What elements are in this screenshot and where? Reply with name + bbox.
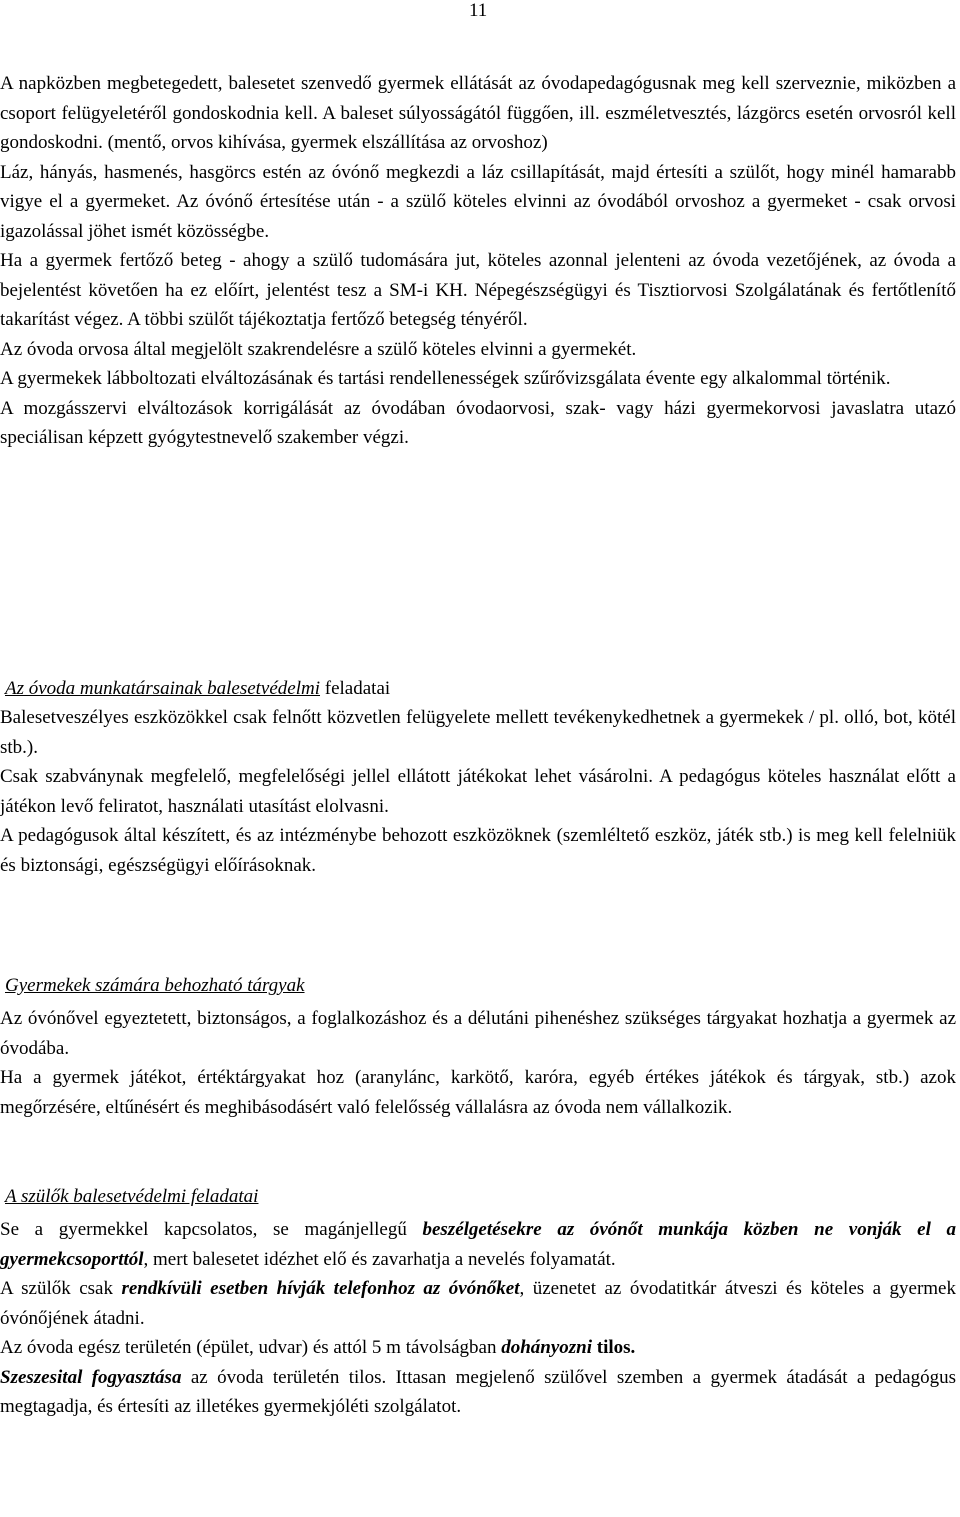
heading-rest: feladatai — [320, 678, 391, 699]
bold-span: tilos. — [596, 1337, 636, 1358]
allowed-items-list — [0, 1004, 956, 1122]
list-item — [0, 1215, 956, 1274]
list-item — [0, 1274, 956, 1333]
list-item — [0, 1363, 956, 1422]
list-item: Az óvónővel egyeztetett, biztonságos, a foglalkozáshoz és a délutáni pihenéshez szükséges tárgyakat hozhatja a gyermek az óvodába. — [0, 1004, 956, 1063]
parent-safety-list — [0, 1215, 956, 1422]
heading-underlined-part: Az óvoda munkatársainak balesetvédelmi — [5, 678, 321, 699]
health-care-list — [0, 69, 956, 453]
list-item-text: A napközben megbetegedett, balesetet szenvedő gyermek ellátását az óvodapedagógusnak meg kell szerveznie, miközben a csoport felügyeletéről gondoskodnia kell. A baleset súlyosságától függően, ill. eszméletvesztés, lázgörcs esetén orvosról kell gondoskodni. (mentő, orvos kihívása, gyermek elszállítása az orvoshoz) — [0, 73, 956, 153]
list-item: Ha a gyermek játékot, értéktárgyakat hoz (aranylánc, karkötő, karóra, egyéb értékes játékok és tárgyak, stb.) azok megőrzésére, eltűnésért és meghibásodásért való felelősség vállalásra az óvoda nem vállalkozik. — [0, 1063, 956, 1122]
emphasis-span: beszélgetésekre az óvónőt munkája közben ne vonják el a gyermekcsoporttól — [0, 1219, 957, 1270]
text-span: , üzenetet az óvodatitkár átveszi és köteles a gyermek óvónőjének átadni. — [0, 1278, 956, 1329]
emphasis-span: dohányozni — [501, 1337, 593, 1358]
page-number: 11 — [469, 0, 488, 21]
parent-safety-heading: A szülők balesetvédelmi feladatai — [5, 1186, 259, 1207]
list-item: Balesetveszélyes eszközökkel csak felnőtt közvetlen felügyelete mellett tevékenykedhetnek a gyermekek / pl. olló, bot, kötél stb.). — [0, 703, 956, 762]
text-span: , mert balesetet idézhet elő és zavarhatja a nevelés folyamatát. — [143, 1248, 616, 1270]
text-span: Se a gyermekkel kapcsolatos, se magánjellegű — [0, 1219, 423, 1240]
text-span: Az óvoda egész területén (épület, udvar) és attól 5 m távolságban — [0, 1337, 502, 1358]
emphasis-span: rendkívüli esetben hívják telefonhoz az óvónőket — [121, 1278, 520, 1299]
text-span: A szülők csak — [0, 1278, 122, 1299]
allowed-items-heading: Gyermekek számára behozható tárgyak — [5, 975, 305, 996]
list-item: A mozgásszervi elváltozások korrigálását az óvodában óvodaorvosi, szak- vagy házi gyermekorvosi javaslatra utazó speciálisan képzett gyógytestnevelő szakember végzi. — [0, 394, 956, 453]
staff-safety-heading — [5, 674, 390, 704]
list-item: Az óvoda orvosa által megjelölt szakrendelésre a szülő köteles elvinni a gyermekét. — [0, 335, 956, 365]
list-item-text: Láz, hányás, hasmenés, hasgörcs estén az óvónő megkezdi a láz csillapítását, majd értesíti a szülőt, hogy minél hamarabb vigye el a gyermeket. Az óvónő értesítése után - a szülő köteles elvinni az óvodából orvoshoz a gyermeket - csak orvosi igazolással jöhet ismét közösségbe. — [0, 161, 956, 242]
text-span: az óvoda területén tilos. Ittasan megjelenő szülővel szemben a gyermek átadását a pedagógus megtagadja, és értesíti az illetékes gyermekjóléti szolgálatot. — [0, 1366, 956, 1417]
list-item: A gyermekek lábboltozati elváltozásának és tartási rendellenességek szűrővizsgálata évente egy alkalommal történik. — [0, 364, 956, 394]
emphasis-span: Szeszesital fogyasztása — [0, 1366, 182, 1388]
staff-safety-list — [0, 703, 956, 880]
list-item — [0, 69, 956, 246]
list-item: Csak szabványnak megfelelő, megfelelőségi jellel ellátott játékokat lehet vásárolni. A pedagógus köteles használat előtt a játékon levő feliratot, használati utasítást elolvasni. — [0, 762, 956, 821]
list-item — [0, 1333, 956, 1363]
list-item: A pedagógusok által készített, és az intézménybe behozott eszközöknek (szemléltető eszköz, játék stb.) is meg kell felelniük és biztonsági, egészségügyi előírásoknak. — [0, 821, 956, 880]
list-item: Ha a gyermek fertőző beteg - ahogy a szülő tudomására jut, köteles azonnal jelenteni az óvoda vezetőjének, az óvoda a bejelentést követően ha ez előírt, jelentést tesz a SM-i KH. Népegészségügyi és Tisztiorvosi Szolgálatának és fertőtlenítő takarítást végez. A többi szülőt tájékoztatja fertőző betegség tényéről. — [0, 246, 956, 335]
